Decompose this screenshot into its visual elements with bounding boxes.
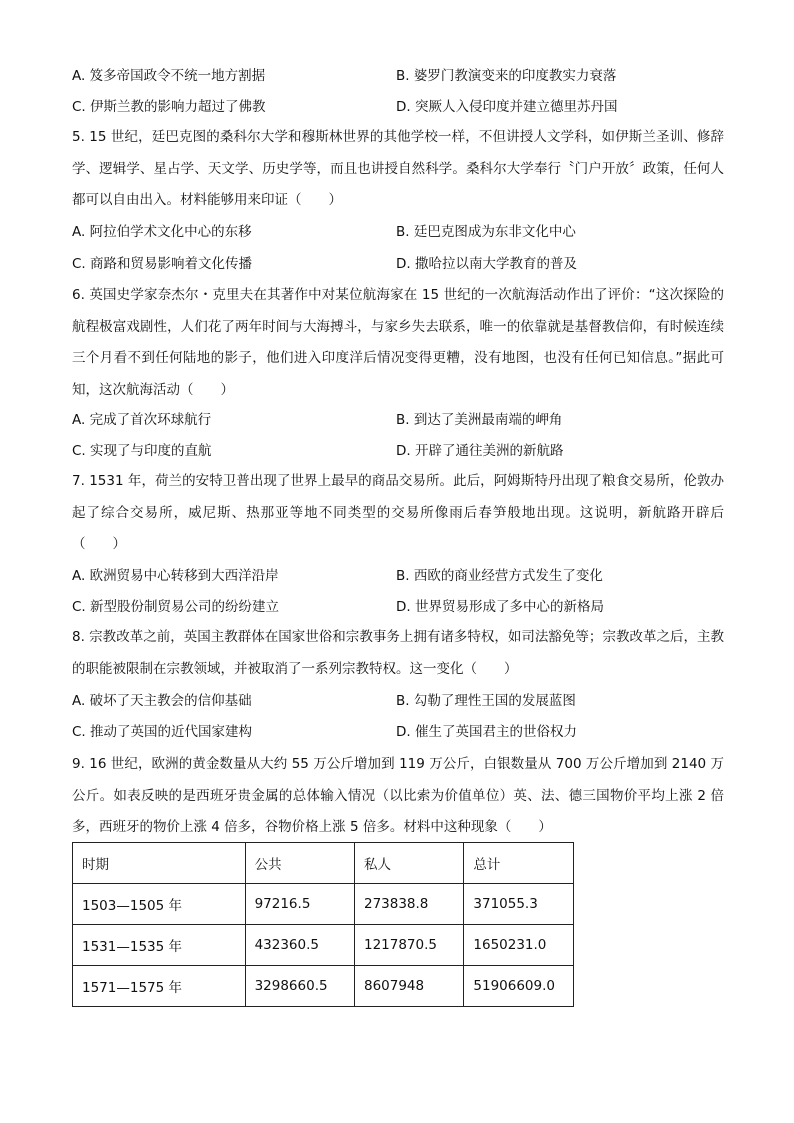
q8-option-b: B. 勾勒了理性王国的发展蓝图 (396, 693, 576, 709)
q4-options-row-2 (72, 96, 732, 118)
q4-option-a: A. 笈多帝国政令不统一地方割据 (72, 68, 266, 84)
q5-options-row-2 (72, 253, 732, 275)
q7-stem: 7. 1531 年，荷兰的安特卫普出现了世界上最早的商品交易所。此后，阿姆斯特丹出现了粮食交易所，伦敦办起了综合交易所，威尼斯、热那亚等地不同类型的交易所像雨后春笋般地出现。这说明，新航路开辟后（ ） (72, 473, 724, 552)
q7-option-b: B. 西欧的商业经营方式发生了变化 (396, 568, 603, 584)
q7-options-row-2 (72, 596, 732, 618)
q5-options-row-1 (72, 221, 732, 243)
table-cell: 273838.8 (354, 884, 463, 925)
q8-option-c: C. 推动了英国的近代国家建构 (72, 724, 253, 740)
q7-option-a: A. 欧洲贸易中心转移到大西洋沿岸 (72, 568, 279, 584)
q6-stem: 6. 英国史学家奈杰尔・克里夫在其著作中对某位航海家在 15 世纪的一次航海活动作出了评价：“这次探险的航程极富戏剧性，人们花了两年时间与大海搏斗，与家乡失去联系，唯一的依靠就是基督教信仰，有时候连续三个月看不到任何陆地的影子，他们进入印度洋后情况变得更糟，没有地图，也没有任何已知信息。”据此可知，这次航海活动（ ） (72, 287, 724, 398)
q5-option-d: D. 撒哈拉以南大学教育的普及 (396, 256, 577, 272)
table-cell: 1217870.5 (354, 925, 463, 966)
table-header-cell: 公共 (245, 843, 354, 884)
table-row (73, 884, 574, 925)
q7-options-row-1 (72, 565, 732, 587)
table-cell: 97216.5 (245, 884, 354, 925)
q6-options-row-1 (72, 409, 732, 431)
table-header-cell: 时期 (73, 843, 246, 884)
q8-options-row-1 (72, 690, 732, 712)
q7-option-c: C. 新型股份制贸易公司的纷纷建立 (72, 599, 280, 615)
q4-option-c: C. 伊斯兰教的影响力超过了佛教 (72, 99, 266, 115)
q5-stem: 5. 15 世纪，廷巴克图的桑科尔大学和穆斯林世界的其他学校一样，不但讲授人文学科，如伊斯兰圣训、修辞学、逻辑学、星占学、天文学、历史学等，而且也讲授自然科学。桑科尔大学奉行〝门户开放〞政策，任何人都可以自由出入。材料能够用来印证（ ） (72, 129, 724, 208)
table-cell: 1503—1505 年 (73, 884, 246, 925)
table-cell: 1650231.0 (464, 925, 574, 966)
q8-option-d: D. 催生了英国君主的世俗权力 (396, 724, 577, 740)
q6-option-b: B. 到达了美洲最南端的岬角 (396, 412, 563, 428)
table-row (73, 925, 574, 966)
q5-option-c: C. 商路和贸易影响着文化传播 (72, 256, 253, 272)
q4-option-b: B. 婆罗门教演变来的印度教实力衰落 (396, 68, 617, 84)
q6-option-d: D. 开辟了通往美洲的新航路 (396, 443, 564, 459)
table-row (73, 966, 574, 1007)
q5-option-a: A. 阿拉伯学术文化中心的东移 (72, 224, 252, 240)
table-header-cell: 私人 (354, 843, 463, 884)
q5-option-b: B. 廷巴克图成为东非文化中心 (396, 224, 576, 240)
table-header-cell: 总计 (464, 843, 574, 884)
table-cell: 1571—1575 年 (73, 966, 246, 1007)
q6-options-row-2 (72, 440, 732, 462)
q6-option-c: C. 实现了与印度的直航 (72, 443, 212, 459)
q4-option-d: D. 突厥人入侵印度并建立德里苏丹国 (396, 99, 618, 115)
q8-options-row-2 (72, 721, 732, 743)
table-cell: 1531—1535 年 (73, 925, 246, 966)
table-cell: 51906609.0 (464, 966, 574, 1007)
q8-option-a: A. 破坏了天主教会的信仰基础 (72, 693, 252, 709)
q8-stem: 8. 宗教改革之前，英国主教群体在国家世俗和宗教事务上拥有诸多特权，如司法豁免等；宗教改革之后，主教的职能被限制在宗教领域，并被取消了一系列宗教特权。这一变化（ ） (72, 629, 724, 677)
table-header-row (73, 843, 574, 884)
table-cell: 432360.5 (245, 925, 354, 966)
q4-options-row-1 (72, 65, 732, 87)
table-cell: 3298660.5 (245, 966, 354, 1007)
q7-option-d: D. 世界贸易形成了多中心的新格局 (396, 599, 604, 615)
q9-stem: 9. 16 世纪，欧洲的黄金数量从大约 55 万公斤增加到 119 万公斤，白银数量从 700 万公斤增加到 2140 万公斤。如表反映的是西班牙贵金属的总体输入情况（以比索为价值单位）英、法、德三国物价平均上涨 2 倍多，西班牙的物价上涨 4 倍多，谷物价格上涨 5 倍多。材料中这种现象（ ） (72, 756, 724, 835)
table-cell: 8607948 (354, 966, 463, 1007)
precious-metal-import-table (72, 842, 574, 1007)
q6-option-a: A. 完成了首次环球航行 (72, 412, 212, 428)
table-cell: 371055.3 (464, 884, 574, 925)
